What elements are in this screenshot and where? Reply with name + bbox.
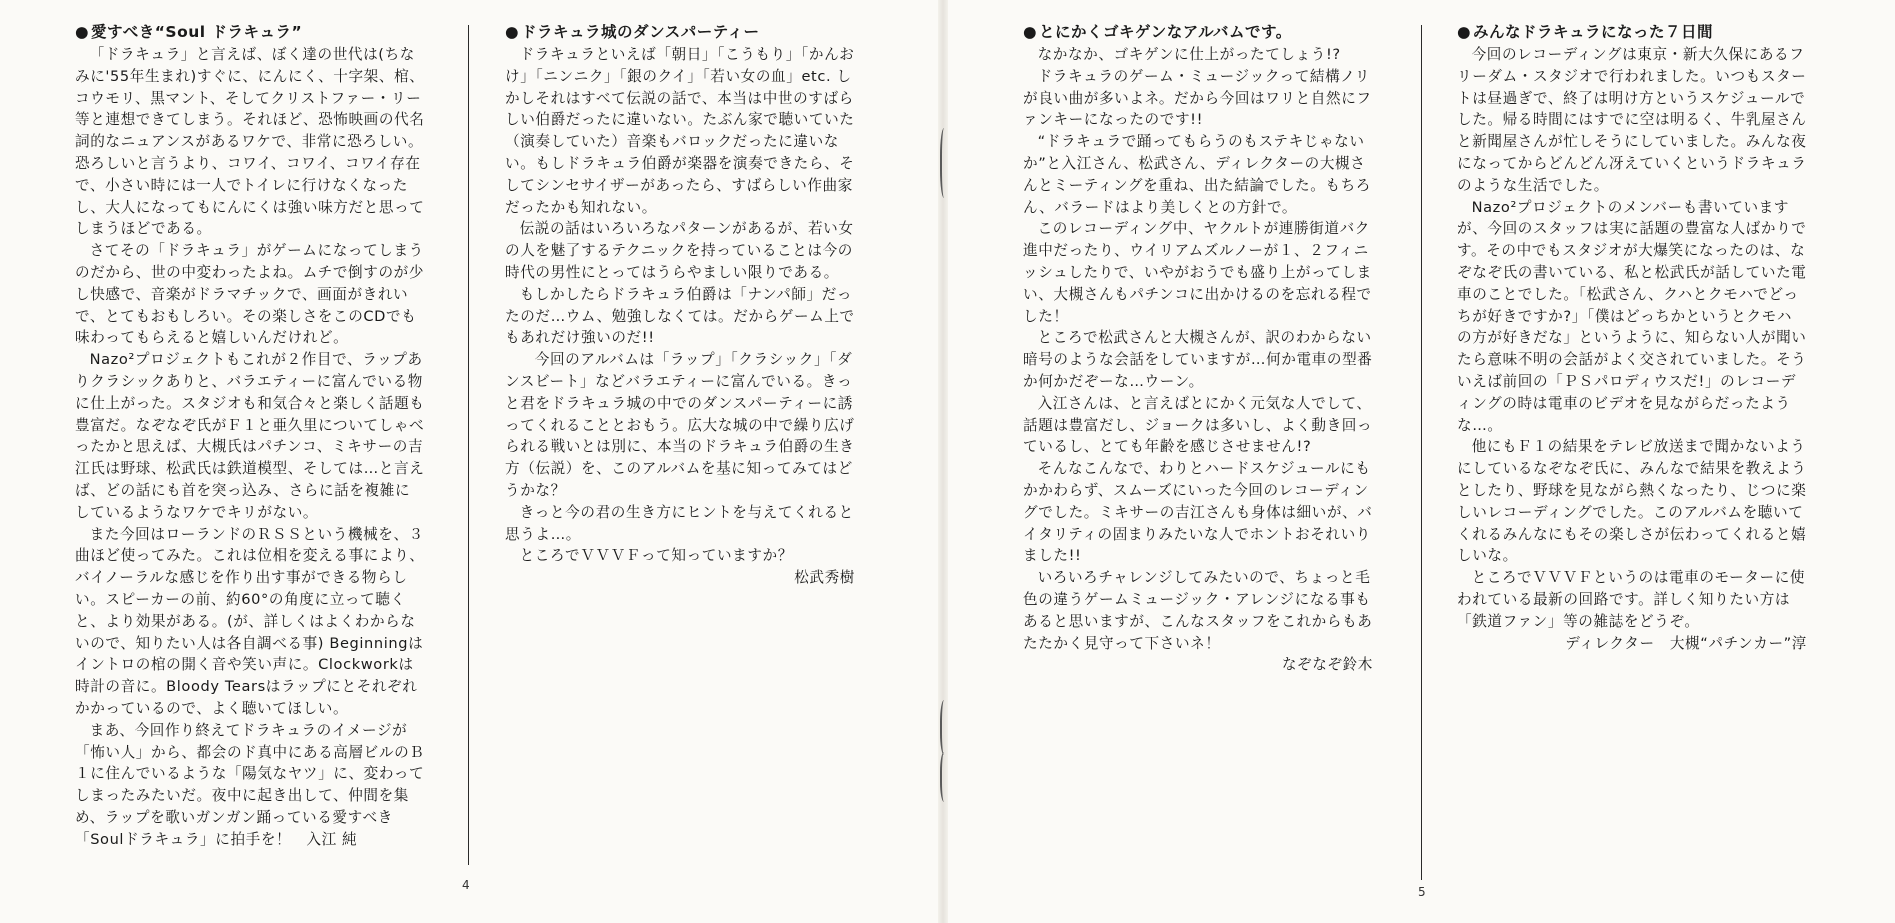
signature: ディレクター 大槻“パチンカー”淳 bbox=[1565, 634, 1807, 652]
column-groovy-album bbox=[1023, 20, 1373, 900]
paragraph: ところで松武さんと大槻さんが、訳のわからない暗号のような会話をしていますが…何か電車の型番か何かだぞーな…ウーン。 bbox=[1023, 329, 1373, 390]
paragraph: まあ、今回作り終えてドラキュラのイメージが「怖い人」から、都会のド真中にある高層ビルのＢ１に住んでいるような「陽気なヤツ」に、変わってしまったみたいだ。夜中に起き出して、仲間を集め、ラップを歌いガンガン踊っている愛すべき「Soulドラキュラ」に拍手を！ 入江 純 bbox=[75, 721, 425, 848]
paragraph: 今回のレコーディングは東京・新大久保にあるフリーダム・スタジオで行われました。いつもスタートは昼過ぎで、終了は明け方というスケジュールでした。帰る時間にはすでに空は明るく、牛乳屋さんと新聞屋さんが忙しそうにしていました。みんな夜になってからどんどん冴えていくというドラキュラのような生活でした。 bbox=[1457, 46, 1807, 194]
signature: 松武秀樹 bbox=[794, 569, 855, 587]
page-number: 5 bbox=[1418, 885, 1426, 899]
section-body bbox=[505, 44, 855, 589]
paragraph: 「ドラキュラ」と言えば、ぼく達の世代は(ちなみに'55年生まれ)すぐに、にんにく、十字架、棺、コウモリ、黒マント、そしてクリストファー・リー等と連想できてしまう。それほど、恐怖映画の代名詞的なニュアンスがあるワケで、非常に恐ろしい。恐ろしいと言うより、コワイ、コワイ、コワイ存在で、小さい時には一人でトイレに行けなくなったし、大人になってもにんにくは強い味方だと思ってしまうほどである。 bbox=[75, 46, 425, 238]
section-title: ● とにかくゴキゲンなアルバムです。 bbox=[1023, 20, 1373, 42]
paragraph: ところでＶＶＶＦというのは電車のモーターに使われている最新の回路です。詳しく知りたい方は「鉄道ファン」等の雑誌をどうぞ。 bbox=[1457, 569, 1806, 630]
section-body bbox=[1023, 44, 1373, 676]
paragraph: ところでＶＶＶＦって知っていますか？ bbox=[519, 547, 793, 565]
section-title: ● 愛すべき“Soul ドラキュラ” bbox=[75, 20, 425, 42]
paragraph: “ドラキュラで踊ってもらうのもステキじゃないか”と入江さん、松武さん、ディレクターの大槻さんとミーティングを重ね、出た結論でした。もちろん、バラードはより美しくとの方針で。 bbox=[1023, 133, 1371, 216]
paragraph: なかなか、ゴキゲンに仕上がったてしょう!? bbox=[1037, 46, 1341, 63]
paragraph: きっと今の君の生き方にヒントを与えてくれると思うよ…。 bbox=[505, 503, 854, 543]
paragraph: そんなこんなで、わりとハードスケジュールにもかかわらず、スムーズにいった今回のレコーディングでした。ミキサーの吉江さんも身体は細いが、バイタリティの固まりみたいな人でホントおそれいりました!! bbox=[1023, 460, 1373, 565]
column-divider bbox=[468, 25, 469, 865]
paragraph: いろいろチャレンジしてみたいので、ちょっと毛色の違うゲームミュージック・アレンジになる事もあると思いますが、こんなスタッフをこれからもあたたかく見守って下さいネ！ bbox=[1023, 569, 1373, 652]
paragraph: このレコーディング中、ヤクルトが連勝街道バク進中だったり、ウイリアムズルノーが１、２フィニッシュしたりで、いやがおうでも盛り上がってしまい、大槻さんもパチンコに出かけるのを忘れる程でした！ bbox=[1023, 220, 1372, 325]
page-number: 4 bbox=[462, 878, 470, 892]
section-title: ● ドラキュラ城のダンスパーティー bbox=[505, 20, 855, 42]
paragraph: もしかしたらドラキュラ伯爵は「ナンパ師」だったのだ…ウム、勉強しなくては。だからゲーム上でもあれだけ強いのだ!! bbox=[505, 285, 855, 347]
column-seven-days bbox=[1457, 20, 1807, 900]
column-divider bbox=[1421, 25, 1422, 880]
paragraph: さてその「ドラキュラ」がゲームになってしまうのだから、世の中変わったよね。ムチで倒すのが少し快感で、音楽がドラマチックで、画面がきれいで、とてもおもしろい。その楽しさをこのCDでも味わってもらえると嬉しいんだけれど。 bbox=[75, 242, 425, 347]
paragraph: ドラキュラのゲーム・ミュージックって結構ノリが良い曲が多いよネ。だから今回はワリと自然にファンキーになったのです!! bbox=[1023, 67, 1372, 129]
paragraph: Nazo²プロジェクトのメンバーも書いていますが、今回のスタッフは実に話題の豊富な人ばかりです。その中でもスタジオが大爆笑になったのは、なぞなぞ氏の書いている、私と松武氏が話していた電車のことでした。「松武さん、クハとクモハでどっちが好きですか?」「僕はどっちかというとクモハの方が好きだな」というように、知らない人が聞いたら意味不明の会話がよく交されていました。そういえば前回の「ＰＳパロディウスだ!」のレコーディングの時は電車のビデオを見ながらだったような…。 bbox=[1457, 198, 1807, 434]
paragraph: また今回はローランドのＲＳＳという機械を、３曲ほど使ってみた。これは位相を変える事により、バイノーラルな感じを作り出す事ができる物らしい。スピーカーの前、約60°の角度に立って聴くと、より効果がある。(が、詳しくはよくわからないので、知りたい人は各自調べる事) Beginningはイントロの棺の開く音や笑い声に。Clockworkは時計の音に。Bloody Tearsはラップにとそれぞれかかっているので、よく聴いてほしい。 bbox=[75, 525, 425, 717]
section-body bbox=[75, 44, 425, 850]
paragraph: 他にもＦ１の結果をテレビ放送まで聞かないようにしているなぞなぞ氏に、みんなで結果を教えようとしたり、野球を見ながら熱くなったり、じつに楽しいレコーディングでした。このアルバムを聴いてくれるみんなにもその楽しさが伝わってくれると嬉しいな。 bbox=[1457, 438, 1807, 565]
paragraph: 伝説の話はいろいろなパターンがあるが、若い女の人を魅了するテクニックを持っていることは今の時代の男性にとってはうらやましい限りである。 bbox=[505, 220, 854, 281]
paragraph: 入江さんは、と言えばとにかく元気な人でして、話題は豊富だし、ジョークは多いし、よく動き回っているし、とても年齢を感じさせません!? bbox=[1023, 394, 1373, 456]
section-title: ● みんなドラキュラになった７日間 bbox=[1457, 20, 1807, 42]
paragraph: ドラキュラといえば「朝日」「こうもり」「かんおけ」「ニンニク」「銀のクイ」「若い女の血」etc. しかしそれはすべて伝説の話で、本当は中世のすばらしい伯爵だったに違いない。たぶん家で聴いていた（演奏していた）音楽もバロックだったに違いない。もしドラキュラ伯爵が楽器を演奏できたら、そしてシンセサイザーがあったら、すばらしい作曲家だったかも知れない。 bbox=[505, 46, 855, 216]
paragraph: 今回のアルバムは「ラップ」「クラシック」「ダンスビート」などバラエティーに富んでいる。きっと君をドラキュラ城の中でのダンスパーティーに誘ってくれることとおもう。広大な城の中で繰り広げられる戦いとは別に、本当のドラキュラ伯爵の生き方（伝説）を、このアルバムを基に知ってみてはどうかな？ bbox=[505, 351, 855, 499]
column-dance-party bbox=[505, 20, 855, 900]
paragraph: Nazo²プロジェクトもこれが２作目で、ラップありクラシックありと、バラエティーに富んでいる物に仕上がった。スタジオも和気合々と楽しく話題も豊富だ。なぞなぞ氏がＦ１と亜久里についてしゃべったかと思えば、大槻氏はパチンコ、ミキサーの吉江氏は野球、松武氏は鉄道模型、そしては…と言えば、どの話にも首を突っ込み、さらに話を複雑にしているようなワケでキリがない。 bbox=[75, 351, 425, 521]
left-page bbox=[0, 0, 940, 923]
column-soul-dracula bbox=[75, 20, 425, 900]
right-page bbox=[945, 0, 1895, 923]
section-body bbox=[1457, 44, 1807, 654]
signature: なぞなぞ鈴木 bbox=[1281, 656, 1373, 674]
